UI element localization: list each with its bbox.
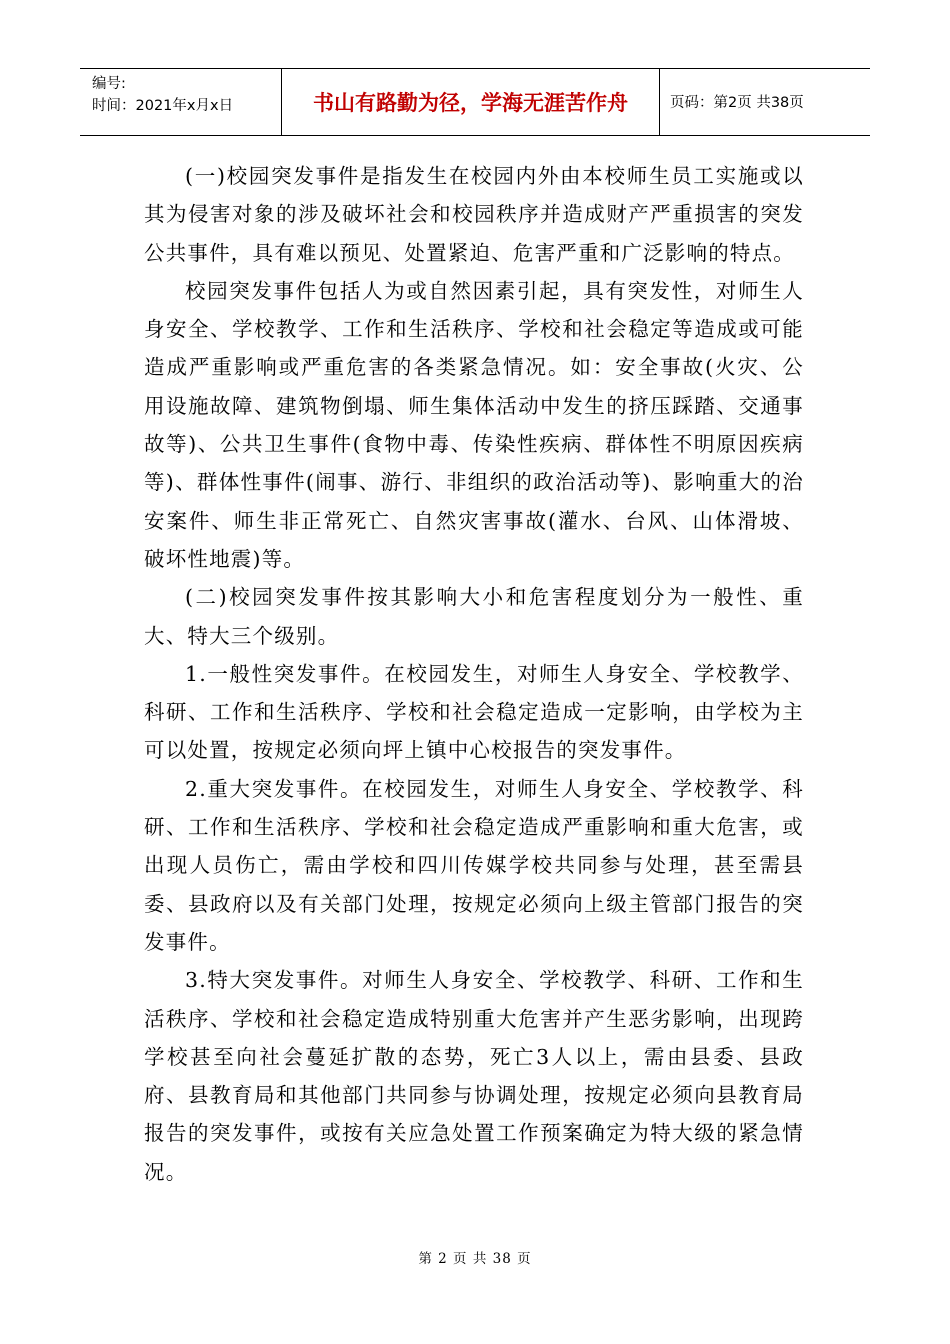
paragraph: 2.重大突发事件。在校园发生，对师生人身安全、学校教学、科研、工作和生活秩序、学校和社会稳定造成严重影响和重大危害，或出现人员伤亡，需由学校和四川传媒学校共同参与处理，甚至需县委、县政府以及有关部门处理，按规定必须向上级主管部门报告的突发事件。	[144, 776, 804, 954]
header-meta	[80, 69, 282, 135]
header-page-info: 页码：第2页 共38页	[670, 95, 804, 111]
paragraph: (二)校园突发事件按其影响大小和危害程度划分为一般性、重大、特大三个级别。	[144, 585, 804, 648]
page-footer: 第 2 页 共 38 页	[418, 1251, 532, 1267]
paragraph: 3.特大突发事件。对师生人身安全、学校教学、科研、工作和生活秩序、学校和社会稳定造成特别重大危害并产生恶劣影响，出现跨学校甚至向社会蔓延扩散的态势，死亡3人以上，需由县委、县政府、县教育局和其他部门共同参与协调处理，按规定必须向县教育局报告的突发事件，或按有关应急处置工作预案确定为特大级的紧急情况。	[144, 968, 804, 1184]
header-motto: 书山有路勤为径，学海无涯苦作舟	[282, 69, 660, 135]
paragraph: 1.一般性突发事件。在校园发生，对师生人身安全、学校教学、科研、工作和生活秩序、学校和社会稳定造成一定影响，由学校为主可以处置，按规定必须向坪上镇中心校报告的突发事件。	[144, 661, 804, 763]
paragraph: 校园突发事件包括人为或自然因素引起，具有突发性，对师生人身安全、学校教学、工作和生活秩序、学校和社会稳定等造成或可能造成严重影响或严重危害的各类紧急情况。如：安全事故(火灾、公用设施故障、建筑物倒塌、师生集体活动中发生的挤压踩踏、交通事故等)、公共卫生事件(食物中毒、传染性疾病、群体性不明原因疾病等)、群体性事件(闹事、游行、非组织的政治活动等)、影响重大的治安案件、师生非正常死亡、自然灾害事故(灌水、台风、山体滑坡、破坏性地震)等。	[144, 278, 804, 571]
document-body	[144, 157, 804, 1191]
page-header	[80, 68, 870, 136]
paragraph: (一)校园突发事件是指发生在校园内外由本校师生员工实施或以其为侵害对象的涉及破坏社会和校园秩序并造成财产严重损害的突发公共事件，具有难以预见、处置紧迫、危害严重和广泛影响的特点。	[144, 164, 804, 265]
time-label: 时间：2021年x月x日	[92, 98, 234, 114]
number-label: 编号:	[92, 76, 126, 92]
